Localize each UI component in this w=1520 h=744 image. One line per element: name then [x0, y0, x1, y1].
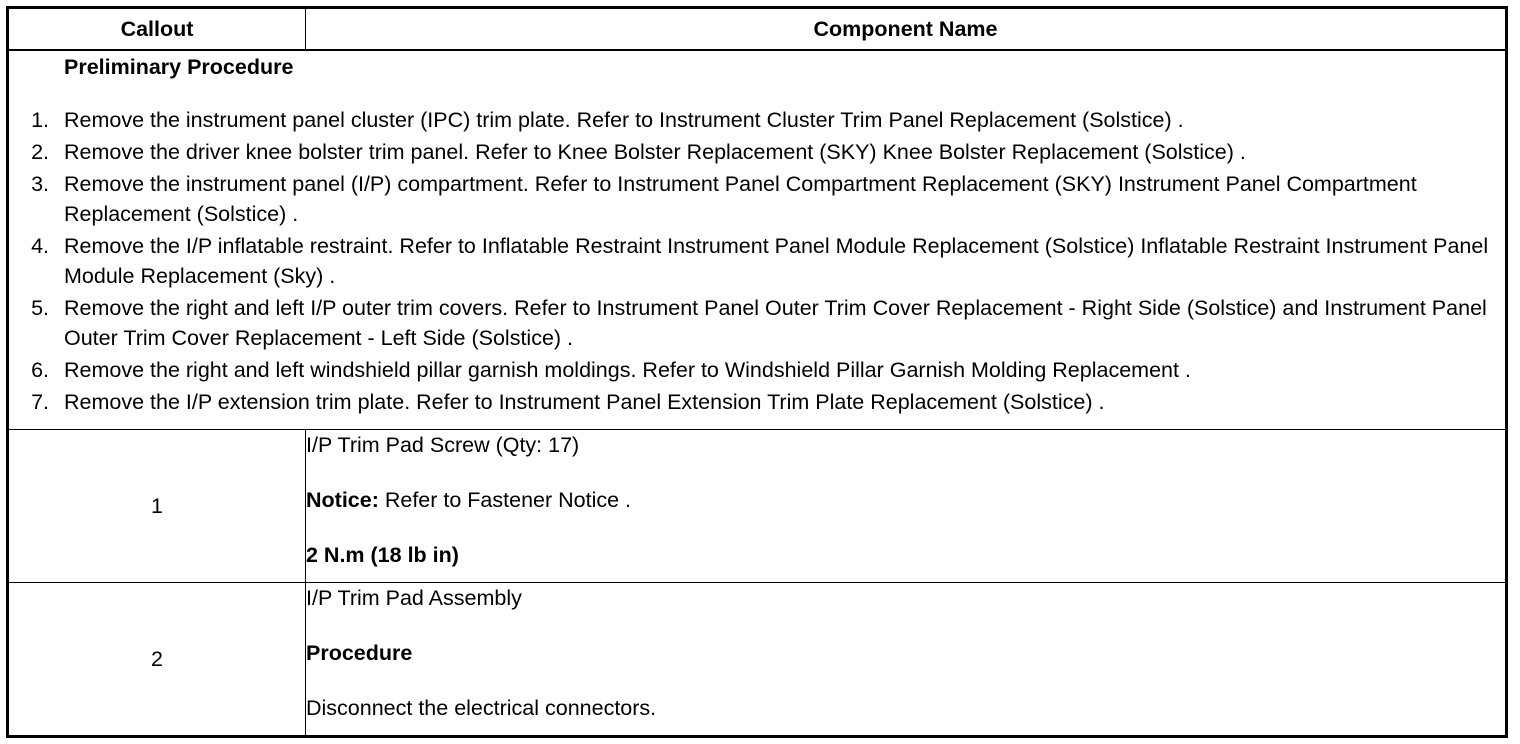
- preliminary-steps-list: [9, 105, 1505, 417]
- step-number: 1.: [31, 108, 49, 132]
- step-text: Remove the instrument panel (I/P) compartment. Refer to Instrument Panel Compartment Replacement (SKY) Instrument Panel Compartment Replacement (Solstice) .: [64, 172, 1417, 226]
- preliminary-row: [8, 50, 1507, 430]
- step-number: 7.: [31, 390, 49, 414]
- list-item: [9, 169, 1505, 229]
- step-text: Remove the I/P extension trim plate. Refer to Instrument Panel Extension Trim Plate Replacement (Solstice) .: [64, 390, 1105, 414]
- procedure-label: Procedure: [306, 640, 413, 665]
- component-table: [6, 6, 1508, 738]
- preliminary-procedure-title: Preliminary Procedure: [64, 55, 294, 79]
- preliminary-procedure-cell: [8, 50, 1507, 430]
- notice-line: [306, 485, 1505, 515]
- callout-header: Callout: [8, 8, 306, 51]
- step-number: 5.: [31, 296, 49, 320]
- callout-cell: 2: [8, 582, 306, 736]
- step-text: Remove the instrument panel cluster (IPC) trim plate. Refer to Instrument Cluster Trim Panel Replacement (Solstice) .: [64, 108, 1184, 132]
- list-item: [9, 231, 1505, 291]
- list-item: [9, 387, 1505, 417]
- torque-spec: 2 N.m (18 lb in): [306, 543, 459, 567]
- step-number: 6.: [31, 358, 49, 382]
- component-name-cell: [306, 582, 1507, 736]
- notice-label: Notice:: [306, 488, 379, 512]
- notice-text: Refer to Fastener Notice .: [378, 488, 632, 512]
- list-item: [9, 293, 1505, 353]
- step-number: 3.: [31, 172, 49, 196]
- callout-cell: 1: [8, 430, 306, 583]
- component-name: I/P Trim Pad Assembly: [306, 585, 522, 610]
- step-text: Remove the right and left windshield pillar garnish moldings. Refer to Windshield Pillar Garnish Molding Replacement .: [64, 358, 1191, 382]
- list-item: [9, 137, 1505, 167]
- step-text: Remove the I/P inflatable restraint. Refer to Inflatable Restraint Instrument Panel Module Replacement (Solstice) Inflatable Restraint Instrument Panel Module Replacement (Sky) .: [64, 234, 1489, 288]
- component-name-cell: [306, 430, 1507, 583]
- step-text: Remove the driver knee bolster trim panel. Refer to Knee Bolster Replacement (SKY) Knee Bolster Replacement (Solstice) .: [64, 140, 1246, 164]
- component-name: I/P Trim Pad Screw (Qty: 17): [306, 433, 580, 457]
- step-number: 4.: [31, 234, 49, 258]
- step-number: 2.: [31, 140, 49, 164]
- step-text: Remove the right and left I/P outer trim covers. Refer to Instrument Panel Outer Trim Cover Replacement - Right Side (Solstice) and Instrument Panel Outer Trim Cover Replacement - Left Side (Solstice) .: [64, 296, 1487, 350]
- component-name-header: Component Name: [306, 8, 1507, 51]
- table-row: [8, 582, 1507, 736]
- table-row: [8, 430, 1507, 583]
- procedure-text: Disconnect the electrical connectors.: [306, 695, 657, 720]
- table-header-row: [8, 8, 1507, 51]
- list-item: [9, 355, 1505, 385]
- list-item: [9, 105, 1505, 135]
